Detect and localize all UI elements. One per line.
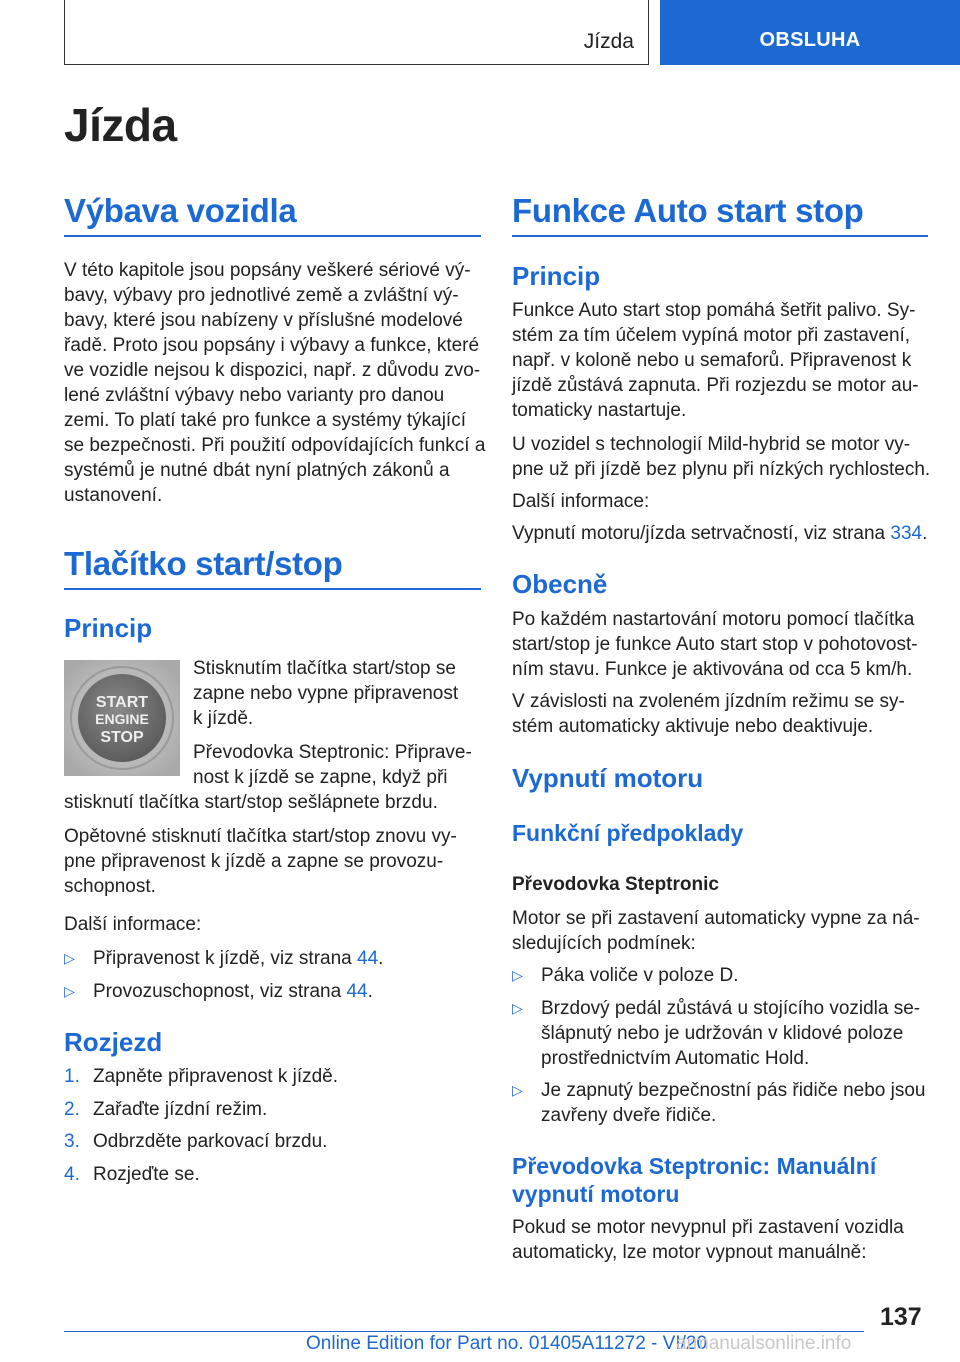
triangle-bullet-icon: ▷ (512, 967, 523, 983)
svg-text:START: START (95, 694, 149, 711)
heading-tlacitko: Tlačítko start/stop (64, 545, 343, 582)
watermark: armanualsonline.info (676, 1333, 852, 1354)
heading-manualni-vypnuti: Převodovka Steptronic: Manuální vypnutí motoru (512, 1153, 877, 1207)
triangle-bullet-icon: ▷ (64, 950, 75, 966)
auto-princip-paragraph-1: Funkce Auto start stop pomáhá šetřit palivo. Sy- stém za tím účelem vypíná motor při zastavení, např. v koloně nebo u semaforů. Připravenost k jízdě zůstává zapnuta. Při rozjezdu se motor au- tomaticky nastartuje. (512, 300, 919, 421)
heading-vybava: Výbava vozidla (64, 192, 297, 229)
heading-rule (64, 588, 481, 590)
triangle-bullet-icon: ▷ (512, 1000, 523, 1016)
heading-rule (512, 235, 928, 237)
princip-paragraph-2-cont: stisknutí tlačítka start/stop sešlápnete brzdu. (64, 792, 438, 813)
page-title: Jízda (64, 99, 177, 151)
footer-rule (64, 1331, 864, 1332)
svg-text:ENGINE: ENGINE (95, 711, 149, 727)
heading-auto-start-stop: Funkce Auto start stop (512, 192, 864, 229)
header-tab-label: OBSLUHA (759, 29, 861, 51)
obecne-paragraph-2: V závislosti na zvoleném jízdním režimu se sy- stém automaticky aktivuje nebo deaktivuje. (512, 691, 905, 737)
auto-princip-reference: Vypnutí motoru/jízda setrvačností, viz strana 334. (512, 523, 928, 544)
triangle-bullet-icon: ▷ (64, 983, 75, 999)
manual-paragraph: Pokud se motor nevypnul při zastavení vozidla automaticky, lze motor vypnout manuálně: (512, 1217, 904, 1263)
triangle-bullet-icon: ▷ (512, 1082, 523, 1098)
more-info-label: Další informace: (512, 491, 650, 512)
auto-princip-paragraph-2: U vozidel s technologií Mild-hybrid se motor vy- pne už při jízdě bez plynu při nízkých rychlostech. (512, 434, 931, 480)
heading-princip: Princip (512, 261, 601, 291)
vypnuti-paragraph-1: Motor se při zastavení automaticky vypne za ná- sledujících podmínek: (512, 908, 920, 954)
heading-vypnuti-motoru: Vypnutí motoru (512, 763, 704, 793)
heading-prevodovka-steptronic: Převodovka Steptronic (512, 874, 719, 895)
header-section: Jízda (583, 30, 634, 53)
heading-funkcni-predpoklady: Funkční předpoklady (512, 820, 744, 846)
heading-rule (64, 235, 481, 237)
heading-obecne: Obecně (512, 569, 608, 599)
header-frame (64, 0, 649, 65)
page-link-334[interactable]: 334 (890, 523, 923, 544)
page-link-44[interactable]: 44 (357, 948, 379, 969)
princip-paragraph-3: Opětovné stisknutí tlačítka start/stop znovu vy- pne připravenost k jízdě a zapne se provozu- schopnost. (64, 826, 457, 897)
page-link-44[interactable]: 44 (346, 981, 368, 1002)
obecne-paragraph-1: Po každém nastartování motoru pomocí tlačítka start/stop je funkce Auto start stop v pohotovost- ním stavu. Funkce je aktivována od cca 5 km/h. (512, 609, 918, 680)
page-number: 137 (880, 1303, 922, 1331)
footer-edition: Online Edition for Part no. 01405A11272 - VI/20 (306, 1333, 708, 1354)
header-tab-obsluha[interactable] (660, 0, 960, 65)
princip-paragraph-2: Převodovka Steptronic: Připrave- nost k jízdě se zapne, když při (193, 742, 472, 788)
more-info-label: Další informace: (64, 914, 202, 935)
vybava-paragraph: V této kapitole jsou popsány veškeré sériové vý- bavy, výbavy pro jednotlivé země a zvláštní vý- bavy, které jsou nabízeny v příslušné modelové řadě. Proto jsou popsány i výbavy a funkce, které ve vozidle nejsou k dispozici, např. z důvodu zvo- lené zvláštní výbavy nebo varianty pro danou zemi. To platí také pro funkce a systémy týkající se bezpečnosti. Při použití odpovídajících funkcí a systémů je nutné dbát nyní platných zákonů a ustanovení. (64, 260, 486, 506)
heading-rozjezd: Rozjezd (64, 1027, 163, 1057)
start-engine-stop-button-image (64, 660, 180, 776)
heading-princip: Princip (64, 613, 153, 643)
svg-text:STOP: STOP (100, 729, 144, 746)
princip-paragraph-1: Stisknutím tlačítka start/stop se zapne nebo vypne připravenost k jízdě. (193, 658, 459, 729)
